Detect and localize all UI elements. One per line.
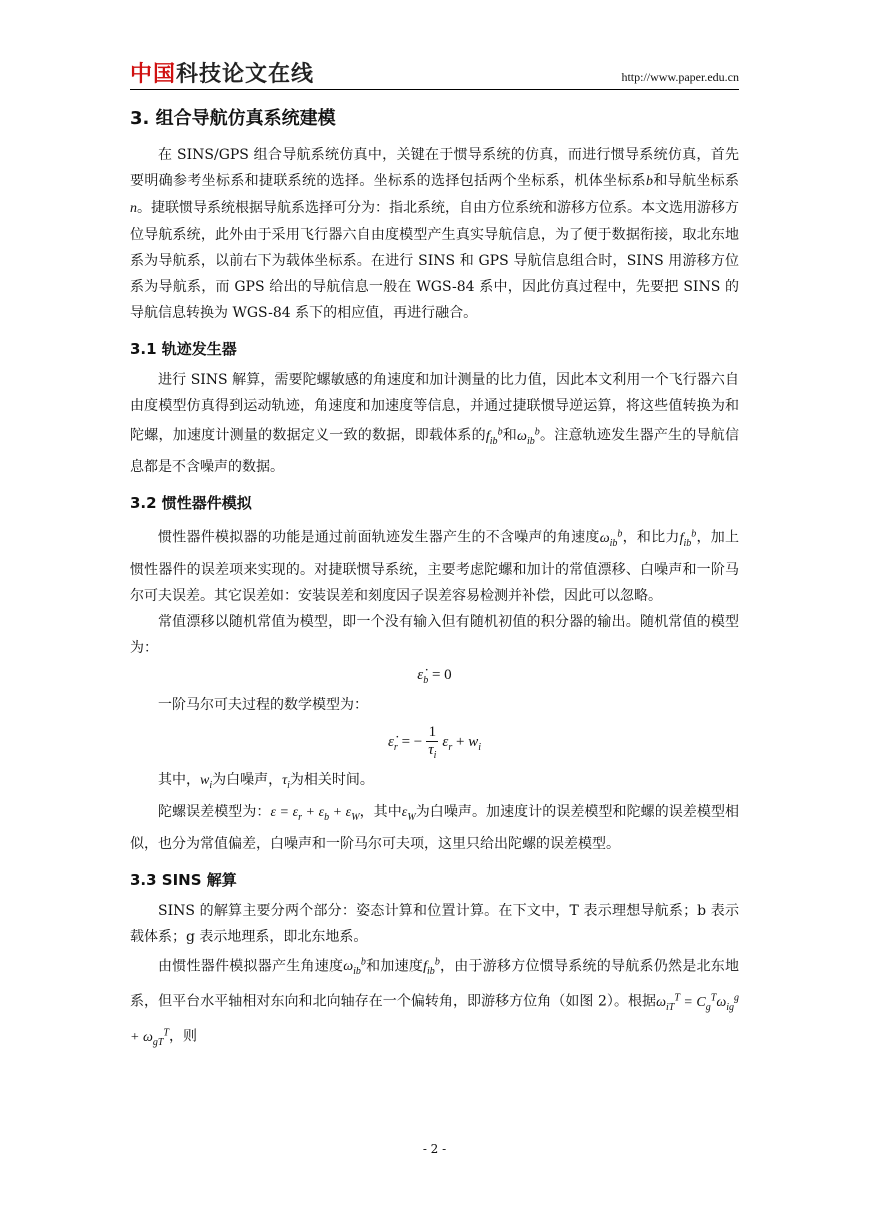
section-3-2-paragraph-3: 一阶马尔可夫过程的数学模型为：: [158, 696, 368, 713]
section-3-1-title: 3.1 轨迹发生器: [130, 340, 237, 358]
section-3-2-paragraph-1: 惯性器件模拟器的功能是通过前面轨迹发生器产生的不含噪声的角速度$\omega_{ib}^b$，和比力$f_{ib}^b$，加上惯性器件的误差项来实现的。对捷联惯导系统，主要考虑陀螺和加计的常值漂移、白噪声和一阶马尔可夫误差。其它误差如：安装误差和刻度因子误差容易检测并补偿，因此可以忽略。: [130, 528, 740, 604]
section-3-3-paragraph-2: 由惯性器件模拟器产生角速度$\omega_{ib}^b$和加速度$f_{ib}^b$，由于游移方位惯导系统的导航系仍然是北东地系，但平台水平轴相对东向和北向轴存在一个偏转角，即游移方位角（如图 2）。根据$\omega_{iT}^T = C_g^T\omega_{ig}^g + \omega_{gT}^T$，则: [130, 956, 740, 1048]
section-3-3-title: 3.3 SINS 解算: [130, 870, 237, 889]
section-3-2-paragraph-4: 其中，$w_i$为白噪声，$\tau_i$为相关时间。: [158, 771, 374, 791]
equation-random-constant: $\varepsiloṅ_b = 0$: [417, 666, 452, 686]
section-3-3-paragraph-1: SINS 的解算主要分两个部分：姿态计算和位置计算。在下文中，T 表示理想导航系；b 表示载体系；g 表示地理系，即北东地系。: [130, 902, 739, 945]
equation-markov: $\varepsiloṅ_r$ = − $\frac{1}{\tau_i}$ $\varepsilon_r + w_i$: [388, 723, 481, 761]
section-3-2-paragraph-2: 常值漂移以随机常值为模型，即一个没有输入但有随机初值的积分器的输出。随机常值的模型为：: [130, 613, 739, 656]
site-url[interactable]: http://www.paper.edu.cn: [621, 70, 739, 84]
section-3-2-paragraph-5: 陀螺误差模型为：$\varepsilon = \varepsilon_r + \varepsilon_b + \varepsilon_W$，其中$\varepsilon_W$为白噪声。加速度计的误差模型和陀螺的误差模型相似，也分为常值偏差，白噪声和一阶马尔可夫项，这里只给出陀螺的误差模型。: [130, 803, 740, 852]
logo-text-dark: 科技论文在线: [176, 62, 315, 87]
header-rule: [130, 89, 739, 90]
section-3-2-title: 3.2 惯性器件模拟: [130, 494, 252, 513]
page-number: - 2 -: [422, 1142, 447, 1156]
section-3-paragraph: 在 SINS/GPS 组合导航系统仿真中，关键在于惯导系统的仿真，而进行惯导系统仿真，首先要明确参考坐标系和捷联系统的选择。坐标系的选择包括两个坐标系，机体坐标系b和导航坐标系n。捷联惯导系统根据导航系选择可分为：指北系统，自由方位系统和游移方位系。本文选用游移方位导航系统，此外由于采用飞行器六自由度模型产生真实导航信息，为了便于数据衔接，取北东地系为导航系，以前右下为载体坐标系。在进行 SINS 和 GPS 导航信息组合时，SINS 用游移方位系为导航系，而 GPS 给出的导航信息一般在 WGS-84 系中，因此仿真过程中，先要把 SINS 的导航信息转换为 WGS-84 系下的相应值，再进行融合。: [130, 147, 739, 321]
site-logo[interactable]: [130, 60, 314, 90]
paper-body: [130, 104, 739, 1056]
section-3-1-paragraph: 进行 SINS 解算，需要陀螺敏感的角速度和加计测量的比力值，因此本文利用一个飞行器六自由度模型仿真得到运动轨迹，角速度和加速度等信息，并通过捷联惯导逆运算，将这些值转换为和陀螺，加速度计测量的数据定义一致的数据，即载体系的$f_{ib}^b$和$\omega_{ib}^b$。注意轨迹发生器产生的导航信息都是不含噪声的数据。: [130, 372, 740, 476]
section-3-title: 3. 组合导航仿真系统建模: [130, 108, 336, 129]
logo-text-red: 中国: [130, 62, 177, 87]
page-header: [130, 60, 739, 90]
